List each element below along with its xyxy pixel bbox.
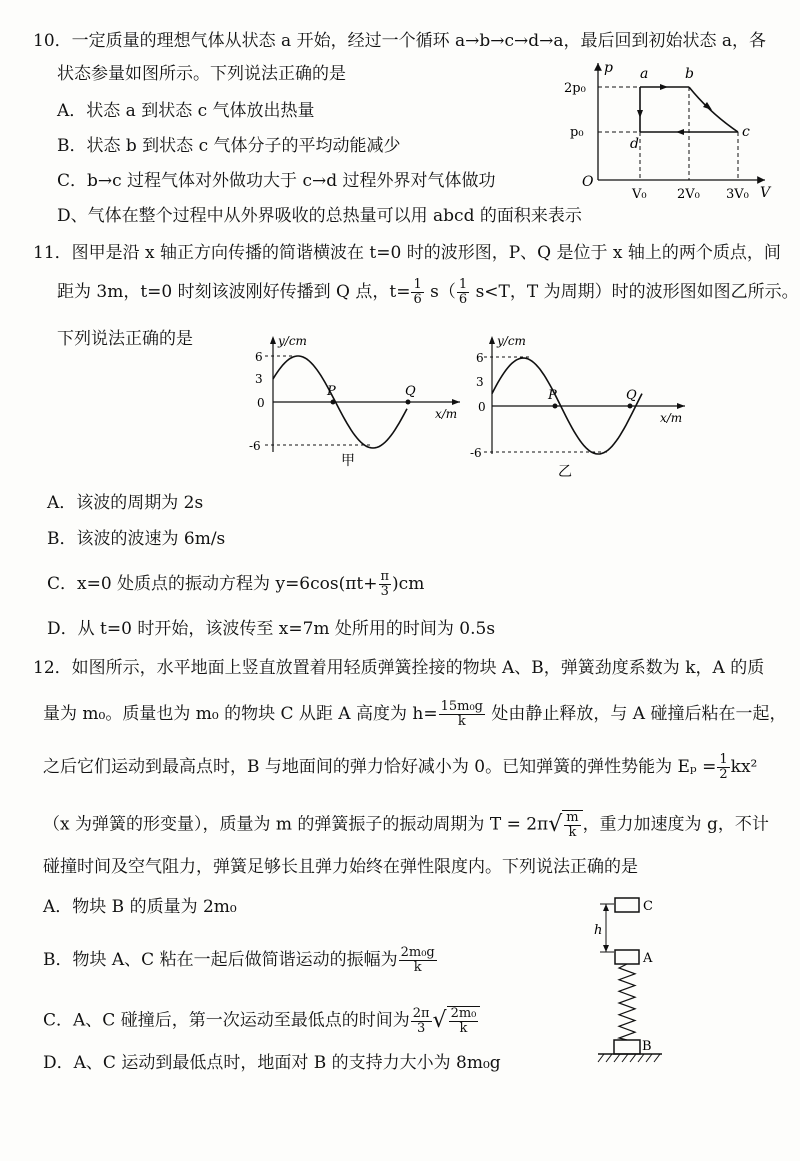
q11-stem-line3: 下列说法正确的是	[57, 329, 193, 349]
q12-stem-line4: （x 为弹簧的形变量），质量为 m 的弹簧振子的振动周期为 T = 2π√ $\frac{m}{k}$ ，重力加速度为 g，不计	[43, 810, 769, 840]
q11-frac-pi-3: $\frac{\pi}{3}$	[380, 569, 390, 599]
q11-frac-1-6-a: $\frac{1}{6}$	[413, 277, 422, 307]
q12-stem-line1: 12．如图所示，水平地面上竖直放置着用轻质弹簧拴接的物块 A、B，弹簧劲度系数为 k，A 的质	[33, 658, 765, 678]
q10-tick-2p0: 2p₀	[564, 81, 586, 96]
q11-yi-tick-0: 0	[478, 400, 486, 414]
q10-origin-label: O	[582, 174, 594, 190]
q10-option-a: A．状态 a 到状态 c 气体放出热量	[57, 101, 315, 121]
q11-jia-tick-6: 6	[255, 350, 263, 364]
q11-option-a: A．该波的周期为 2s	[47, 493, 204, 513]
q12-frac-amplitude: $\frac{\text{2m₀g}}{k}$	[400, 945, 435, 975]
q10-axis-p-label: p	[604, 60, 613, 76]
q11-option-d: D．从 t=0 时开始，该波传至 x=7m 处所用的时间为 0.5s	[47, 619, 496, 639]
q12-stem-line3: 之后它们运动到最高点时，B 与地面间的弹力恰好减小为 0。已知弹簧的弹性势能为 Eₚ = $\frac{1}{2}$ kx²	[43, 752, 758, 782]
q11-jia-tick-neg6: -6	[249, 439, 261, 453]
q12-option-d: D．A、C 运动到最低点时，地面对 B 的支持力大小为 8m₀g	[43, 1053, 501, 1073]
q11-option-c: C．x=0 处质点的振动方程为 y=6cos(πt+ $\frac{\pi}{3}$ )cm	[47, 569, 425, 599]
q10-stem-line2: 状态参量如图所示。下列说法正确的是	[57, 64, 346, 84]
q11-wave-graph-jia	[245, 332, 470, 472]
q12-stem-line5: 碰撞时间及空气阻力，弹簧足够长且弹力始终在弹性限度内。下列说法正确的是	[43, 857, 638, 877]
q11-jia-x-label: x/m	[435, 407, 458, 421]
q11-stem-line2: 距为 3m，t=0 时刻该波刚好传播到 Q 点，t= $\frac{1}{6}$ s（ $\frac{1}{6}$ s<T，T 为周期）时的波形图如图乙所示。	[57, 277, 799, 307]
q10-option-c: C．b→c 过程气体对外做功大于 c→d 过程外界对气体做功	[57, 171, 496, 191]
q10-option-d: D、气体在整个过程中从外界吸收的总热量可以用 abcd 的面积来表示	[57, 206, 582, 226]
q11-yi-point-p: P	[548, 388, 557, 403]
q10-axis-v-label: V	[760, 185, 771, 201]
q10-tick-2v0: 2V₀	[677, 187, 700, 202]
q10-tick-v0: V₀	[632, 187, 647, 202]
q12-frac-h: $\frac{\text{15m₀g}}{k}$	[440, 699, 483, 729]
q12-label-c: C	[643, 899, 653, 914]
q10-point-a: a	[640, 66, 649, 82]
q11-yi-caption: 乙	[558, 464, 572, 480]
q11-yi-point-q: Q	[626, 388, 637, 403]
q10-point-d: d	[630, 136, 639, 152]
q12-spring-figure	[590, 890, 680, 1080]
q12-option-b: B．物块 A、C 粘在一起后做简谐运动的振幅为 $\frac{\text{2m₀g}}{k}$	[43, 945, 435, 975]
q11-jia-caption: 甲	[341, 453, 355, 469]
q11-yi-y-label: y/cm	[497, 334, 526, 348]
q12-label-a: A	[643, 951, 653, 966]
q12-option-a: A．物块 B 的质量为 2m₀	[43, 897, 237, 917]
q11-option-b: B．该波的波速为 6m/s	[47, 529, 226, 549]
q11-yi-tick-neg6: -6	[470, 446, 482, 460]
q12-sqrt-2m0-k: $\frac{\text{2m₀}}{k}$	[447, 1006, 481, 1036]
q12-option-c: C．A、C 碰撞后，第一次运动至最低点的时间为 $\frac{2\pi}{3}$ √ $\frac{\text{2m₀}}{k}$	[43, 1006, 480, 1036]
q12-stem-line2: 量为 m₀。质量也为 m₀ 的物块 C 从距 A 高度为 h= $\frac{\text{15m₀g}}{k}$ 处由静止释放，与 A 碰撞后粘在一起，	[43, 699, 787, 729]
q12-frac-half: $\frac{1}{2}$	[719, 752, 728, 782]
q11-frac-1-6-b: $\frac{1}{6}$	[458, 277, 468, 307]
q10-point-c: c	[742, 124, 750, 140]
q10-stem-line1: 10．一定质量的理想气体从状态 a 开始，经过一个循环 a→b→c→d→a，最后回到初始状态 a，各	[33, 31, 767, 51]
q10-point-b: b	[685, 66, 694, 82]
q12-sqrt-m-k: $\frac{m}{k}$	[562, 810, 582, 840]
q11-jia-point-q: Q	[405, 384, 416, 399]
q11-stem-line1: 11．图甲是沿 x 轴正方向传播的简谐横波在 t=0 时的波形图，P、Q 是位于 x 轴上的两个质点，间	[33, 243, 781, 263]
q11-yi-tick-6: 6	[476, 351, 484, 365]
q11-yi-tick-3: 3	[476, 375, 484, 389]
q10-tick-3v0: 3V₀	[726, 187, 749, 202]
q12-label-h: h	[594, 923, 603, 938]
q11-jia-point-p: P	[327, 384, 336, 399]
q11-jia-tick-3: 3	[255, 372, 263, 386]
q10-tick-p0: p₀	[570, 125, 584, 140]
q11-yi-x-label: x/m	[660, 411, 683, 425]
q10-pv-graph	[560, 58, 775, 208]
q11-wave-graph-yi	[470, 332, 695, 482]
q11-jia-tick-0: 0	[257, 396, 265, 410]
q11-jia-y-label: y/cm	[278, 334, 307, 348]
q12-label-b: B	[642, 1039, 652, 1054]
q10-option-b: B．状态 b 到状态 c 气体分子的平均动能减少	[57, 136, 401, 156]
q12-frac-2pi-3: $\frac{2\pi}{3}$	[412, 1005, 430, 1036]
